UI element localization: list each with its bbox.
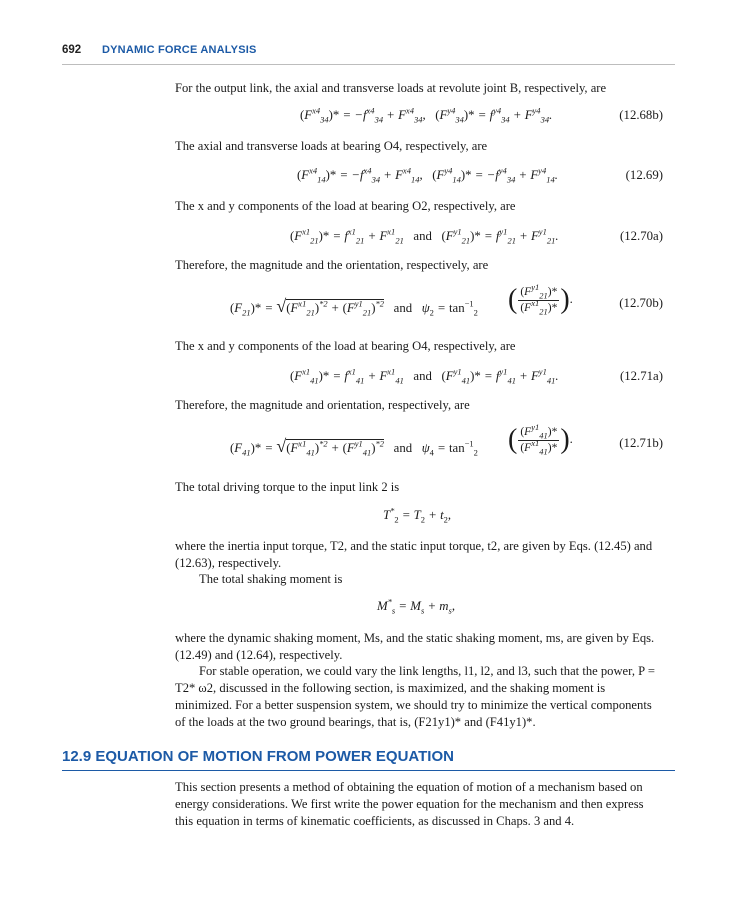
equation-torque-body: $T^*_2 = T_2 + t_2$, [383, 505, 452, 525]
paragraph-6: Therefore, the magnitude and orientation, respectively, are [175, 398, 470, 412]
section-title: 12.9 EQUATION OF MOTION FROM POWER EQUATION [62, 748, 454, 765]
equation-12-68b [175, 105, 663, 132]
equation-number: (12.71a) [620, 369, 663, 383]
equation-12-71a [175, 366, 663, 393]
equation-12-71a-body: $(F^{x1}_{41})* = f^{x1}_{41} + F^{x1}_{41}$ and $(F^{y1}_{41})* = f^{y1}_{41} + F^{y1}_{41}$. [290, 366, 559, 386]
page-header [62, 44, 675, 65]
equation-12-69-body: $(F^{x4}_{14})* = -f^{x4}_{34} + F^{x4}_{14}$, $(F^{y4}_{14})* = -f^{y4}_{34} + F^{y4}_{14}$. [297, 165, 558, 185]
paragraph-9: The total shaking moment is [199, 572, 343, 586]
equation-moment [175, 596, 663, 623]
paragraph-3: The x and y components of the load at bearing O2, respectively, are [175, 199, 516, 213]
paragraph-4: Therefore, the magnitude and the orientation, respectively, are [175, 258, 489, 272]
paragraph-1: For the output link, the axial and transverse loads at revolute joint B, respectively, are [175, 81, 607, 95]
running-head: DYNAMIC FORCE ANALYSIS [102, 44, 257, 56]
equation-torque [175, 505, 663, 532]
paragraph-12: This section presents a method of obtaining the equation of motion of a mechanism based on energy considerations. We first write the power equation for the mechanism and then express this equation in terms of kinematic coefficients, as discussed in Chaps. 3 and 4. [175, 780, 644, 828]
paragraph-7: The total driving torque to the input link 2 is [175, 480, 400, 494]
equation-12-71b-fraction: ( $\frac{(F^{y1}_{41})*}{(F^{x1}_{41})*}$ ). [508, 421, 573, 456]
equation-12-69 [175, 165, 663, 192]
equation-12-70b-body: $(F_{21})* = √(F^{x1}_{21})^{*2} + (F^{y1}_{21})^{*2}$ and $\psi_2 = \tan^{-1}_2$ [230, 296, 478, 318]
paragraph-2: The axial and transverse loads at bearing O4, respectively, are [175, 139, 488, 153]
equation-number: (12.71b) [619, 436, 663, 450]
paragraph-11: For stable operation, we could vary the link lengths, l1, l2, and l3, such that the power, P = T2* ω2, discussed in the following section, is maximized, and the shaking moment is minimized. For a better suspension system, we should try to minimize the vertical components of the loads at the two ground bearings, that is, (F21y1)* and (F41y1)*. [175, 664, 655, 729]
equation-number: (12.69) [625, 168, 663, 182]
equation-12-71b [175, 421, 663, 468]
paragraph-8: where the inertia input torque, T2, and the static input torque, t2, are given by Eqs. (12.45) and (12.63), respectively. [175, 539, 653, 570]
equation-12-70b-fraction: ( $\frac{(F^{y1}_{21})*}{(F^{x1}_{21})*}$ ). [508, 281, 573, 316]
paragraph-5: The x and y components of the load at bearing O4, respectively, are [175, 339, 516, 353]
equation-number: (12.70b) [619, 296, 663, 310]
equation-12-68b-body: $(F^{x4}_{34})* = -f^{x4}_{34} + F^{x4}_{34}$, $(F^{y4}_{34})* = f^{y4}_{34} + F^{y4}_{34}$. [300, 105, 553, 125]
section-heading [62, 748, 675, 771]
equation-12-70a-body: $(F^{x1}_{21})* = f^{x1}_{21} + F^{x1}_{21}$ and $(F^{y1}_{21})* = f^{y1}_{21} + F^{y1}_{21}$. [290, 226, 559, 246]
page-number: 692 [62, 44, 82, 56]
equation-12-71b-body: $(F_{41})* = √(F^{x1}_{41})^{*2} + (F^{y1}_{41})^{*2}$ and $\psi_4 = \tan^{-1}_2$ [230, 436, 478, 458]
equation-12-70a [175, 226, 663, 253]
equation-number: (12.70a) [620, 229, 663, 243]
paragraph-10: where the dynamic shaking moment, Ms, and the static shaking moment, ms, are given by Eqs. (12.49) and (12.64), respectively. [175, 631, 655, 662]
equation-moment-body: $M^*_s = M_s + m_s$, [377, 596, 456, 616]
equation-number: (12.68b) [619, 108, 663, 122]
equation-12-70b [175, 281, 663, 328]
